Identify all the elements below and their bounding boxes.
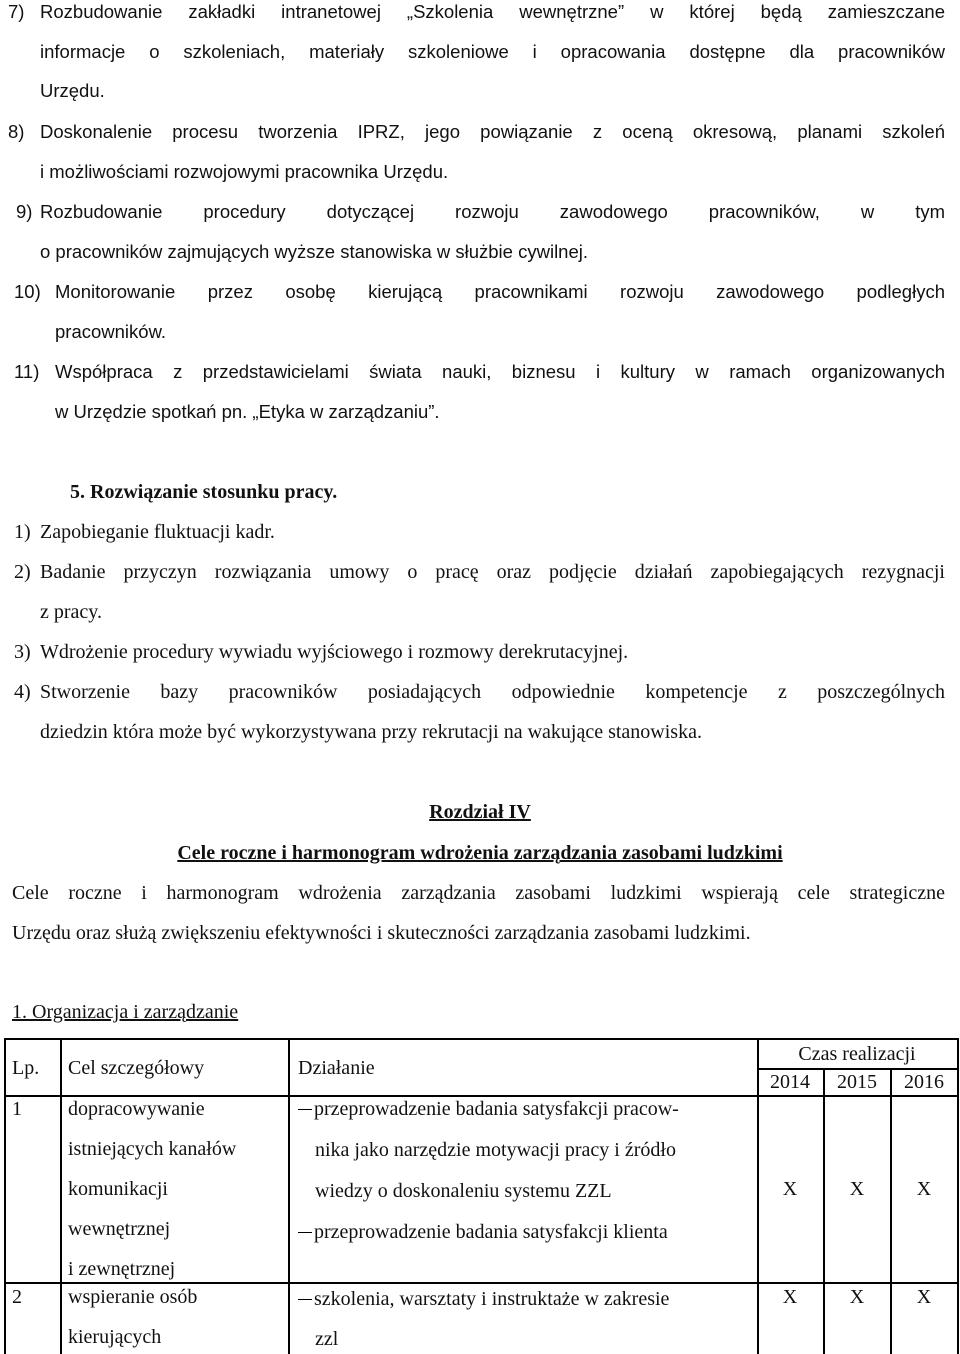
list-item-text: w Urzędzie spotkań pn. „Etyka w zarządzaniu”. — [55, 401, 440, 422]
bullet-dash — [298, 1232, 312, 1234]
list-item-text: o pracowników zajmujących wyższe stanowiska w służbie cywilnej. — [40, 241, 589, 262]
bullet-dash — [298, 1299, 312, 1301]
year-mark: X — [782, 1286, 798, 1308]
year-mark: X — [849, 1286, 865, 1308]
goal-text: istniejących kanałów — [68, 1138, 237, 1160]
header-year: 2016 — [904, 1071, 944, 1093]
list-item-text: Doskonalenie procesu tworzenia IPRZ, jego powiązanie z oceną okresową, planami szkoleń — [40, 121, 945, 142]
row-number: 1 — [12, 1098, 22, 1120]
list-item-text: Współpraca z przedstawicielami świata nauki, biznesu i kultury w ramach organizowanych — [55, 361, 945, 382]
chapter-paragraph: Urzędu oraz służą zwiększeniu efektywności i skuteczności zarządzania zasobami ludzkimi. — [12, 922, 751, 944]
list-number: 4) — [14, 681, 31, 703]
header-lp: Lp. — [12, 1057, 40, 1079]
list-number: 11) — [14, 361, 40, 382]
action-text: szkolenia, warsztaty i instruktaże w zakresie — [314, 1288, 670, 1310]
list-item-text: Zapobieganie fluktuacji kadr. — [40, 521, 275, 543]
list-item-text: Urzędu. — [40, 80, 105, 101]
table-border — [4, 1038, 6, 1354]
list-number: 9) — [16, 201, 33, 222]
action-text: nika jako narzędzie motywacji pracy i źródło — [315, 1139, 676, 1161]
table-border — [288, 1038, 290, 1354]
table-border — [823, 1068, 825, 1354]
table-border — [60, 1038, 62, 1354]
list-number: 7) — [8, 1, 25, 22]
table-border — [957, 1038, 959, 1354]
list-number: 3) — [14, 641, 31, 663]
goal-text: i zewnętrznej — [68, 1258, 176, 1280]
list-item-text: informacje o szkoleniach, materiały szkoleniowe i opracowania dostępne dla pracowników — [40, 41, 945, 62]
chapter-paragraph: Cele roczne i harmonogram wdrożenia zarządzania zasobami ludzkimi wspierają cele strategiczne — [12, 882, 945, 904]
year-mark: X — [849, 1178, 865, 1200]
year-mark: X — [916, 1286, 932, 1308]
goal-text: wewnętrznej — [68, 1218, 171, 1240]
year-mark: X — [782, 1178, 798, 1200]
chapter-title: Rozdział IV — [429, 801, 531, 823]
action-text: przeprowadzenie badania satysfakcji pracow- — [314, 1098, 679, 1120]
list-item-text: Rozbudowanie procedury dotyczącej rozwoju zawodowego pracowników, w tym — [40, 201, 945, 222]
header-year: 2015 — [837, 1071, 877, 1093]
list-item-text: z pracy. — [40, 601, 102, 623]
list-item-text: Rozbudowanie zakładki intranetowej „Szkolenia wewnętrzne” w której będą zamieszczane — [40, 1, 945, 22]
subsection-heading: 1. Organizacja i zarządzanie — [12, 1001, 239, 1023]
list-item-text: i możliwościami rozwojowymi pracownika Urzędu. — [40, 161, 449, 182]
action-text: wiedzy o doskonaleniu systemu ZZL — [315, 1180, 612, 1202]
table-border — [4, 1282, 958, 1284]
section-heading: 5. Rozwiązanie stosunku pracy. — [70, 481, 338, 503]
table-border — [890, 1068, 892, 1354]
header-year: 2014 — [770, 1071, 810, 1093]
list-number: 2) — [14, 561, 31, 583]
goal-text: dopracowywanie — [68, 1098, 205, 1120]
list-item-text: Badanie przyczyn rozwiązania umowy o pracę oraz podjęcie działań zapobiegających rezygnacji — [40, 561, 945, 583]
row-number: 2 — [12, 1286, 22, 1308]
list-item-text: pracowników. — [55, 321, 167, 342]
list-number: 1) — [14, 521, 31, 543]
list-item-text: Stworzenie bazy pracowników posiadających odpowiednie kompetencje z poszczególnych — [40, 681, 945, 703]
list-item-text: Monitorowanie przez osobę kierującą pracownikami rozwoju zawodowego podległych — [55, 281, 945, 302]
header-action: Działanie — [298, 1057, 375, 1079]
list-number: 10) — [14, 281, 41, 302]
goal-text: komunikacji — [68, 1178, 168, 1200]
goal-text: kierujących — [68, 1326, 162, 1348]
list-item-text: Wdrożenie procedury wywiadu wyjściowego i rozmowy derekrutacyjnej. — [40, 641, 629, 663]
chapter-subtitle: Cele roczne i harmonogram wdrożenia zarządzania zasobami ludzkimi — [177, 842, 783, 864]
header-goal: Cel szczegółowy — [68, 1057, 205, 1079]
year-mark: X — [916, 1178, 932, 1200]
list-number: 8) — [8, 121, 25, 142]
header-time: Czas realizacji — [798, 1043, 916, 1065]
action-text: przeprowadzenie badania satysfakcji klienta — [314, 1221, 668, 1243]
bullet-dash — [298, 1109, 312, 1111]
goal-text: wspieranie osób — [68, 1286, 198, 1308]
list-item-text: dziedzin która może być wykorzystywana przy rekrutacji na wakujące stanowiska. — [40, 721, 702, 743]
table-border — [4, 1038, 958, 1040]
action-text: zzl — [315, 1328, 339, 1350]
